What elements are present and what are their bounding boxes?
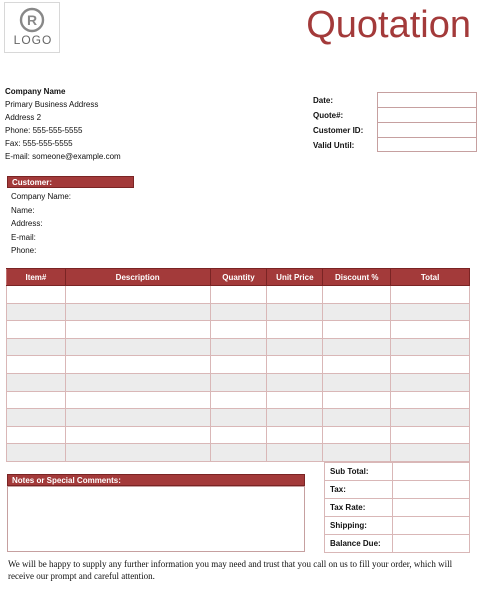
table-cell[interactable]: [65, 286, 210, 304]
table-cell[interactable]: [210, 444, 267, 462]
quote-meta-fields: [377, 92, 477, 152]
valid-until-label: Valid Until:: [313, 141, 355, 150]
table-cell[interactable]: [7, 286, 66, 304]
table-row: [7, 444, 470, 462]
table-cell[interactable]: [7, 444, 66, 462]
table-row: [325, 463, 470, 481]
table-cell[interactable]: [323, 444, 391, 462]
customer-name-label: Name:: [11, 205, 35, 215]
table-cell[interactable]: [210, 409, 267, 427]
table-cell[interactable]: [267, 373, 323, 391]
quote-number-field[interactable]: [377, 107, 477, 122]
table-cell[interactable]: [65, 356, 210, 374]
table-row: [325, 517, 470, 535]
table-cell[interactable]: [391, 286, 470, 304]
table-cell[interactable]: [323, 338, 391, 356]
company-info: [5, 85, 121, 163]
table-cell[interactable]: [210, 356, 267, 374]
table-cell[interactable]: [210, 286, 267, 304]
table-cell[interactable]: [267, 391, 323, 409]
table-cell[interactable]: [323, 321, 391, 339]
customer-address-label: Address:: [11, 219, 43, 228]
table-cell[interactable]: [7, 338, 66, 356]
balance-due-value[interactable]: [393, 535, 470, 553]
table-cell[interactable]: [391, 426, 470, 444]
table-cell[interactable]: [7, 426, 66, 444]
line-items-table: [6, 268, 470, 462]
svg-text:R: R: [26, 12, 38, 28]
tax-rate-value[interactable]: [393, 499, 470, 517]
table-cell[interactable]: [391, 356, 470, 374]
company-address-2: Address 2: [5, 113, 42, 122]
company-address-1: Primary Business Address: [5, 100, 99, 109]
table-cell[interactable]: [65, 303, 210, 321]
table-cell[interactable]: [391, 444, 470, 462]
table-row: [7, 409, 470, 427]
customer-id-label: Customer ID:: [313, 126, 364, 135]
customer-fields: [11, 190, 71, 258]
table-cell[interactable]: [65, 338, 210, 356]
table-cell[interactable]: [391, 373, 470, 391]
table-cell[interactable]: [65, 409, 210, 427]
totals-table: [324, 462, 470, 553]
subtotal-label: Sub Total:: [325, 463, 393, 481]
logo: [4, 2, 60, 53]
table-cell[interactable]: [267, 444, 323, 462]
table-cell[interactable]: [267, 356, 323, 374]
valid-until-field[interactable]: [377, 137, 477, 152]
quote-number-label: Quote#:: [313, 111, 344, 120]
table-cell[interactable]: [7, 356, 66, 374]
col-unit-price: Unit Price: [267, 269, 323, 286]
table-cell[interactable]: [267, 321, 323, 339]
table-cell[interactable]: [65, 444, 210, 462]
table-cell[interactable]: [210, 338, 267, 356]
notes-header: Notes or Special Comments:: [7, 474, 305, 486]
table-row: [7, 303, 470, 321]
table-cell[interactable]: [210, 426, 267, 444]
table-cell[interactable]: [7, 303, 66, 321]
customer-company-label: Company Name:: [11, 192, 72, 201]
table-cell[interactable]: [323, 391, 391, 409]
tax-value[interactable]: [393, 481, 470, 499]
col-item-number: Item#: [7, 269, 66, 286]
table-row: [325, 481, 470, 499]
table-cell[interactable]: [7, 321, 66, 339]
table-cell[interactable]: [65, 321, 210, 339]
table-cell[interactable]: [391, 338, 470, 356]
company-phone: Phone: 555-555-5555: [5, 126, 83, 135]
table-cell[interactable]: [210, 373, 267, 391]
table-cell[interactable]: [323, 303, 391, 321]
table-cell[interactable]: [7, 391, 66, 409]
table-cell[interactable]: [7, 409, 66, 427]
table-row: [7, 286, 470, 304]
subtotal-value[interactable]: [393, 463, 470, 481]
table-cell[interactable]: [267, 286, 323, 304]
table-cell[interactable]: [7, 373, 66, 391]
tax-label: Tax:: [325, 481, 393, 499]
table-cell[interactable]: [323, 426, 391, 444]
table-cell[interactable]: [65, 373, 210, 391]
shipping-label: Shipping:: [325, 517, 393, 535]
table-cell[interactable]: [323, 409, 391, 427]
registered-mark-icon: [19, 7, 45, 33]
table-cell[interactable]: [267, 426, 323, 444]
customer-id-field[interactable]: [377, 122, 477, 137]
date-field[interactable]: [377, 92, 477, 107]
table-cell[interactable]: [267, 338, 323, 356]
table-row: [7, 426, 470, 444]
table-row: [7, 321, 470, 339]
table-cell[interactable]: [323, 356, 391, 374]
table-row: [7, 356, 470, 374]
table-header-row: [7, 269, 470, 286]
table-row: [7, 373, 470, 391]
table-row: [325, 535, 470, 553]
col-discount: Discount %: [323, 269, 391, 286]
customer-email-label: E-mail:: [11, 232, 36, 242]
table-row: [7, 338, 470, 356]
table-cell[interactable]: [267, 409, 323, 427]
table-row: [325, 499, 470, 517]
table-cell[interactable]: [267, 303, 323, 321]
table-cell[interactable]: [391, 409, 470, 427]
balance-due-label: Balance Due:: [325, 535, 393, 553]
table-cell[interactable]: [323, 286, 391, 304]
table-row: [7, 391, 470, 409]
quote-meta-labels: [313, 93, 363, 153]
company-email: E-mail: someone@example.com: [5, 152, 121, 161]
col-quantity: Quantity: [210, 269, 267, 286]
table-cell[interactable]: [391, 303, 470, 321]
table-cell[interactable]: [391, 391, 470, 409]
customer-phone-label: Phone:: [11, 246, 37, 255]
tax-rate-label: Tax Rate:: [325, 499, 393, 517]
logo-text: LOGO: [13, 33, 53, 47]
table-cell[interactable]: [65, 426, 210, 444]
col-total: Total: [391, 269, 470, 286]
table-cell[interactable]: [210, 303, 267, 321]
customer-header: Customer:: [7, 176, 134, 188]
notes-field[interactable]: [7, 486, 305, 552]
table-cell[interactable]: [210, 321, 267, 339]
table-cell[interactable]: [210, 391, 267, 409]
closing-statement: We will be happy to supply any further information you may need and trust that you call on us to fill your order, which will receive our prompt and careful attention.: [8, 559, 453, 581]
company-fax: Fax: 555-555-5555: [5, 139, 73, 148]
table-cell[interactable]: [65, 391, 210, 409]
table-cell[interactable]: [323, 373, 391, 391]
page-title: Quotation: [306, 4, 471, 46]
table-cell[interactable]: [391, 321, 470, 339]
company-name: Company Name: [5, 87, 66, 96]
shipping-value[interactable]: [393, 517, 470, 535]
date-label: Date:: [313, 96, 334, 105]
col-description: Description: [65, 269, 210, 286]
